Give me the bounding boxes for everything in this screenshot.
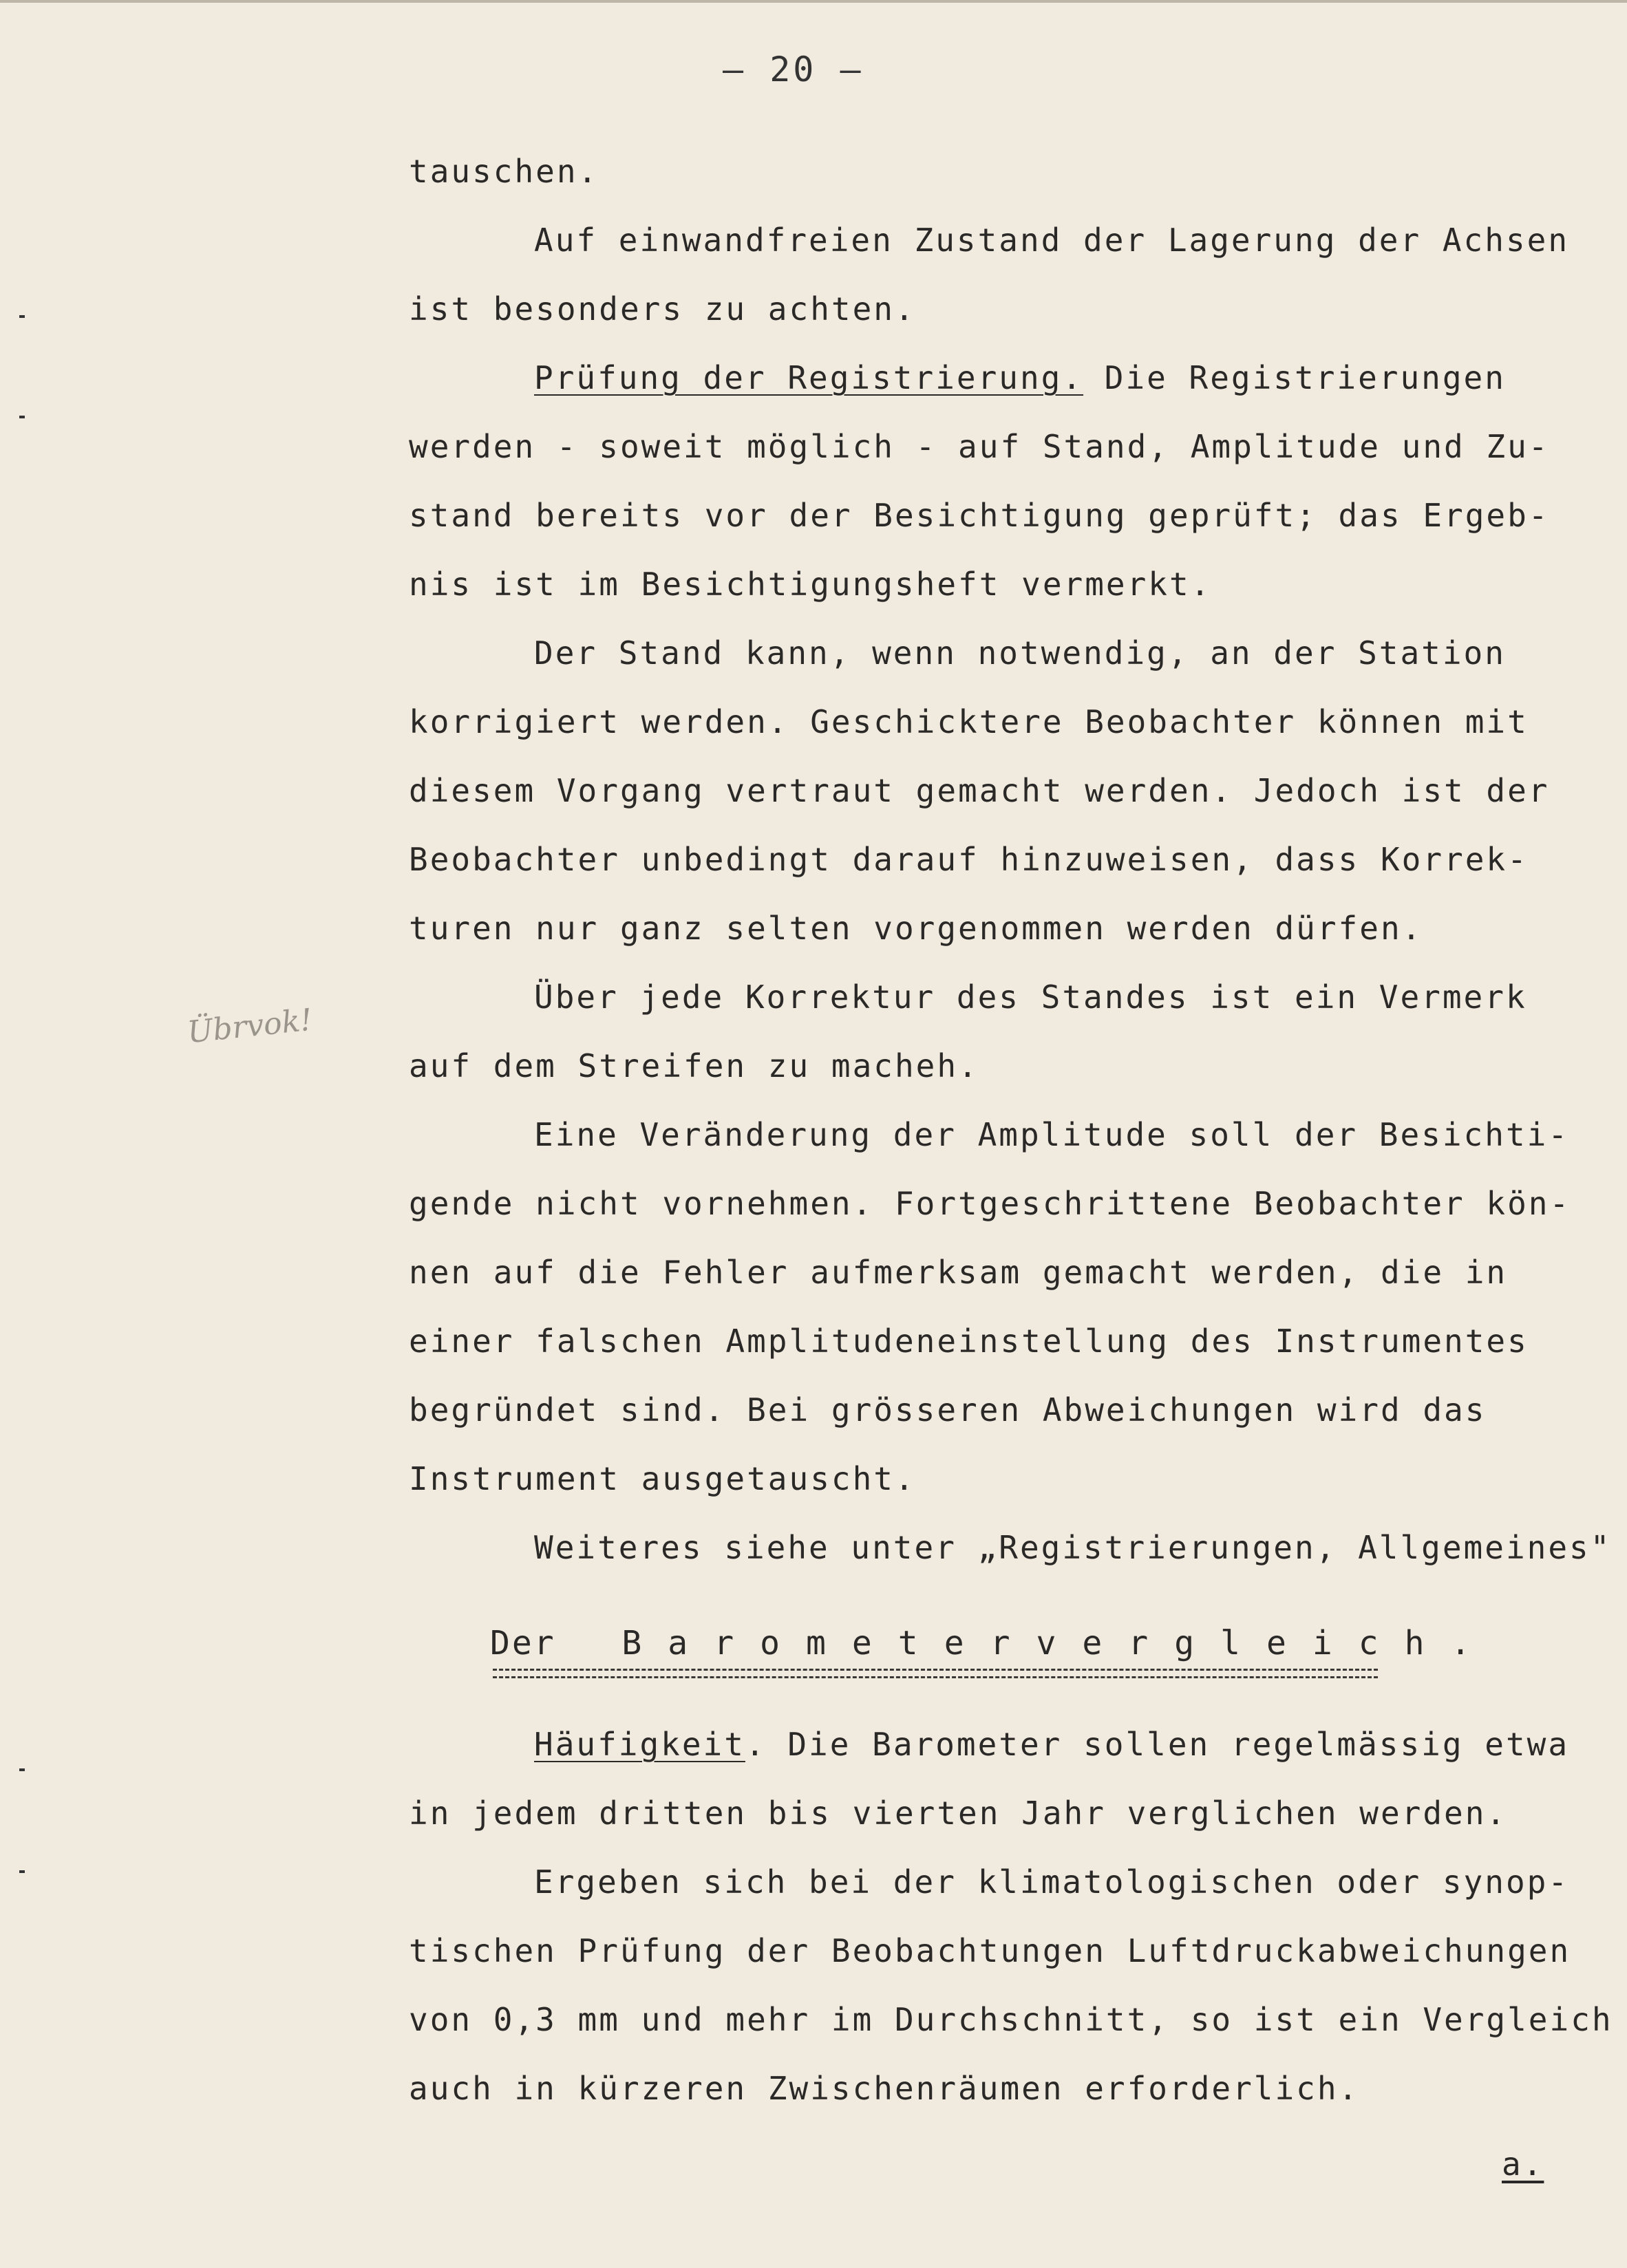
text-line: einer falschen Amplitudeneinstellung des Instrumentes: [409, 1323, 1529, 1360]
text-line: auf dem Streifen zu macheh.: [409, 1047, 979, 1084]
text-line: ist besonders zu achten.: [409, 290, 916, 328]
text-line: von 0,3 mm und mehr im Durchschnitt, so ist ein Vergleich: [409, 2001, 1613, 2038]
text-line: Beobachter unbedingt darauf hinzuweisen, dass Korrek-: [409, 841, 1529, 878]
text-line: Über jede Korrektur des Standes ist ein Vermerk: [534, 978, 1527, 1016]
text-line: [534, 359, 1627, 396]
text-line: turen nur ganz selten vorgenommen werden dürfen.: [409, 910, 1423, 947]
catchword: a.: [1502, 2146, 1544, 2183]
margin-mark: [19, 1768, 25, 1771]
text-line: in jedem dritten bis vierten Jahr verglichen werden.: [409, 1795, 1508, 1832]
margin-mark: [19, 315, 25, 318]
text-line: [534, 1726, 1627, 1763]
text-line: diesem Vorgang vertraut gemacht werden. Jedoch ist der: [409, 772, 1550, 809]
text-line: tauschen.: [409, 153, 599, 190]
text-line: nis ist im Besichtigungsheft vermerkt.: [409, 566, 1212, 603]
section-heading: [490, 1624, 1496, 1662]
text-line: Auf einwandfreien Zustand der Lagerung der Achsen: [534, 222, 1570, 259]
subheading-pruefung: Prüfung der Registrierung.: [534, 359, 1084, 396]
text-line: gende nicht vornehmen. Fortgeschrittene Beobachter kön-: [409, 1185, 1571, 1222]
text-line: Ergeben sich bei der klimatologischen oder synop-: [534, 1863, 1570, 1901]
text-line: Instrument ausgetauscht.: [409, 1460, 916, 1497]
text-line: begründet sind. Bei grösseren Abweichungen wird das: [409, 1391, 1487, 1429]
margin-mark: [19, 416, 25, 418]
text-line: werden - soweit möglich - auf Stand, Amplitude und Zu-: [409, 428, 1550, 465]
text-fragment: Die Registrierungen: [1083, 359, 1506, 396]
text-line: Eine Veränderung der Amplitude soll der Besichti-: [534, 1116, 1570, 1153]
text-line: Der Stand kann, wenn notwendig, an der Station: [534, 634, 1506, 672]
text-line: Weiteres siehe unter „Registrierungen, Allgemeines": [534, 1529, 1612, 1566]
text-fragment: . Die Barometer sollen regelmässig etwa: [745, 1726, 1570, 1763]
page-number: – 20 –: [723, 50, 864, 89]
text-line: stand bereits vor der Besichtigung geprüft; das Ergeb-: [409, 497, 1550, 534]
text-line: tischen Prüfung der Beobachtungen Luftdruckabweichungen: [409, 1932, 1571, 1969]
heading-word: Der: [490, 1624, 556, 1662]
margin-mark: [19, 1870, 25, 1873]
heading-word: Barometervergleich.: [621, 1624, 1497, 1662]
heading-double-underline: [493, 1669, 1378, 1678]
text-line: nen auf die Fehler aufmerksam gemacht werden, die in: [409, 1254, 1508, 1291]
page-edge: [0, 0, 1627, 3]
text-line: auch in kürzeren Zwischenräumen erforderlich.: [409, 2070, 1360, 2107]
subheading-haeufigkeit: Häufigkeit: [534, 1726, 745, 1763]
text-line: korrigiert werden. Geschicktere Beobachter können mit: [409, 703, 1529, 740]
pencil-margin-note: Übrvok!: [185, 1002, 315, 1051]
